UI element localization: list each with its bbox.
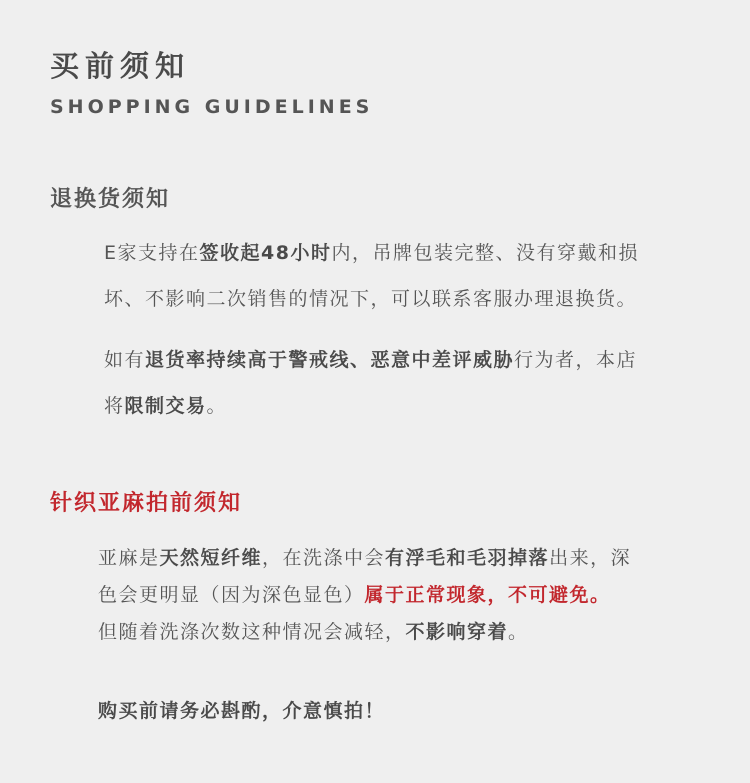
text-segment: 。 (206, 395, 228, 417)
return-policy-paragraph (104, 230, 724, 322)
text-segment: 出来，深 (549, 547, 632, 569)
text-segment: 。 (508, 621, 529, 643)
text-segment: 将 (104, 395, 125, 417)
text-segment: 行为者，本店 (514, 349, 638, 371)
restriction-paragraph (104, 337, 724, 429)
text-segment: 色会更明显（因为深色显色） (98, 584, 365, 606)
text-emphasis: 购买前请务必斟酌，介意慎拍！ (98, 700, 386, 722)
text-warning: 属于正常现象，不可避免。 (364, 584, 611, 606)
text-emphasis: 限制交易 (124, 395, 207, 417)
text-emphasis: 天然短纤维 (159, 547, 263, 569)
text-segment: 但随着洗涤次数这种情况会减轻， (98, 621, 406, 643)
text-emphasis: 不影响穿着 (405, 621, 509, 643)
page-title: 买前须知 (50, 49, 191, 83)
page-subtitle: SHOPPING GUIDELINES (50, 96, 374, 118)
text-segment: 内，吊牌包装完整、没有穿戴和损 (331, 242, 639, 264)
linen-notice-paragraph (98, 540, 728, 651)
return-section-title: 退换货须知 (50, 187, 171, 212)
final-reminder (98, 688, 728, 734)
text-emphasis: 签收起48小时 (199, 242, 332, 264)
text-segment: 坏、不影响二次销售的情况下，可以联系客服办理退换货。 (104, 288, 638, 310)
text-emphasis: 有浮毛和毛羽掉落 (385, 547, 550, 569)
text-segment: E家支持在 (104, 242, 200, 264)
text-segment: ，在洗涤中会 (262, 547, 386, 569)
linen-section-title: 针织亚麻拍前须知 (50, 491, 243, 516)
text-segment: 如有 (104, 349, 146, 371)
text-segment: 亚麻是 (98, 547, 160, 569)
text-emphasis: 退货率持续高于警戒线、恶意中差评威胁 (145, 349, 515, 371)
